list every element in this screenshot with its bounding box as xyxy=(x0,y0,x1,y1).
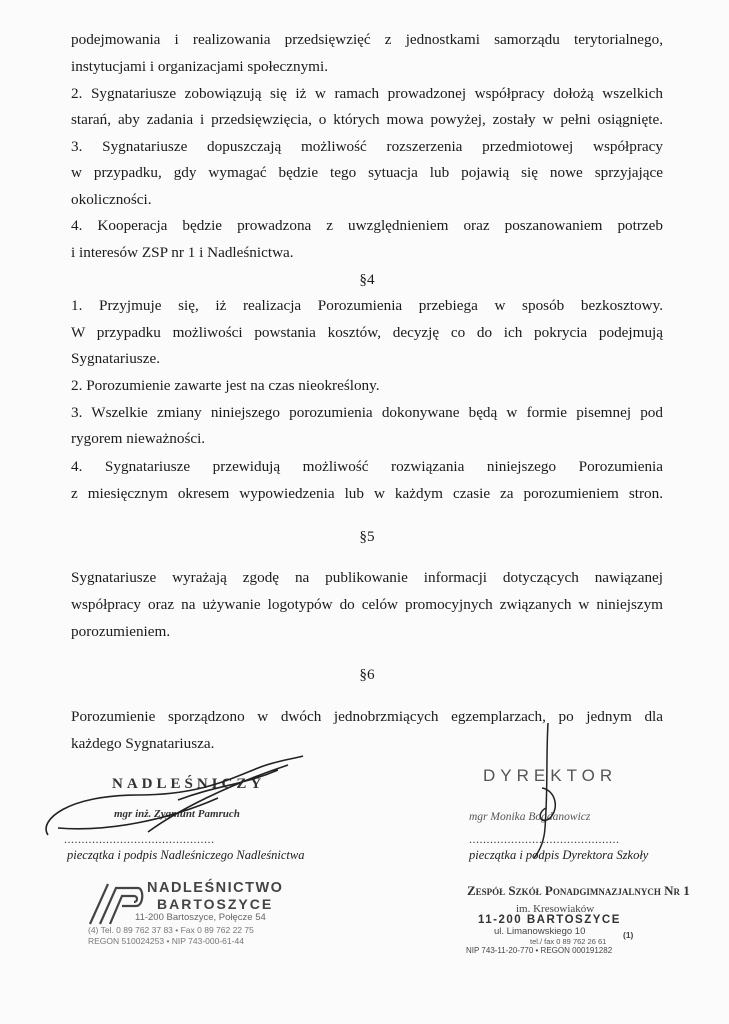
text-line: okoliczności. xyxy=(71,191,152,208)
text-line: każdego Sygnatariusza. xyxy=(71,735,215,752)
text-line: Porozumienie sporządzono w dwóch jednobrzmiących egzemplarzach, po jednym dla xyxy=(71,708,663,725)
stamp-left-address: 11-200 Bartoszyce, Połęcze 54 xyxy=(135,912,266,923)
section-heading-5: §5 xyxy=(359,528,375,545)
signature-line-right: ........................................... xyxy=(469,832,620,846)
text-line: Sygnatariusze. xyxy=(71,350,160,367)
text-line: 2. Sygnatariusze zobowiązują się iż w ramach prowadzonej współpracy dołożą wszelkich xyxy=(71,85,663,102)
text-line: i interesów ZSP nr 1 i Nadleśnictwa. xyxy=(71,244,294,261)
text-line: W przypadku możliwości powstania kosztów, decyzję co do ich pokrycia podejmują xyxy=(71,324,663,341)
text-line: porozumieniem. xyxy=(71,623,171,640)
text-line: 2. Porozumienie zawarte jest na czas nieokreślony. xyxy=(71,377,380,394)
stamp-left-ids: REGON 510024253 • NIP 743-000-61-44 xyxy=(88,936,244,946)
stamp-right-phone: tel./ fax 0 89 762 26 61 xyxy=(530,937,607,946)
text-line: 4. Kooperacja będzie prowadzona z uwzględnieniem oraz poszanowaniem potrzeb xyxy=(71,217,663,234)
stamp-left-place: BARTOSZYCE xyxy=(157,896,274,912)
stamp-right-code: (1) xyxy=(623,930,634,940)
text-line: 4. Sygnatariusze przewidują możliwość rozwiązania niniejszego Porozumienia xyxy=(71,458,663,475)
signature-name-stamp: mgr Monika Bogdanowicz xyxy=(469,811,591,823)
stamp-right-patron: im. Kresowiaków xyxy=(516,903,595,915)
text-line: podejmowania i realizowania przedsięwzięć z jednostkami samorządu terytorialnego, xyxy=(71,31,663,48)
text-line: 3. Sygnatariusze dopuszczają możliwość rozszerzenia przedmiotowej współpracy xyxy=(71,138,663,155)
stamp-right-ids: NIP 743-11-20-770 • REGON 000191282 xyxy=(466,946,613,955)
section-heading-4: §4 xyxy=(359,271,375,288)
stamp-right-street: ul. Limanowskiego 10 xyxy=(494,926,586,937)
section-heading-6: §6 xyxy=(359,666,375,683)
text-line: z miesięcznym okresem wypowiedzenia lub w każdym czasie za porozumieniem stron. xyxy=(71,485,663,502)
stamp-left-phone: (4) Tel. 0 89 762 37 83 • Fax 0 89 762 22 75 xyxy=(88,925,254,935)
text-line: starań, aby zadania i przedsięwzięcia, o których mowa powyżej, zostały w pełni osiągnięte. xyxy=(71,111,663,128)
signature-line-left: ........................................... xyxy=(64,832,215,846)
text-line: w przypadku, gdy wymagać będzie tego sytuacja lub pojawią się nowe sprzyjające xyxy=(71,164,663,181)
stamp-right-city: 11-200 BARTOSZYCE xyxy=(478,914,621,926)
text-line: Sygnatariusze wyrażają zgodę na publikowanie informacji dotyczących nawiązanej xyxy=(71,569,663,586)
signature-caption-right: pieczątka i podpis Dyrektora Szkoły xyxy=(469,848,649,862)
stamp-left-name: NADLEŚNICTWO xyxy=(147,880,284,896)
text-line: 3. Wszelkie zmiany niniejszego porozumienia dokonywane będą w formie pisemnej pod xyxy=(71,404,663,421)
signature-name-stamp: mgr inż. Zygmunt Pamruch xyxy=(114,808,240,820)
text-line: 1. Przyjmuje się, iż realizacja Porozumienia przebiega w sposób bezkosztowy. xyxy=(71,297,663,314)
signature-title-stamp: DYREKTOR xyxy=(483,766,618,785)
text-line: instytucjami i organizacjami społecznymi. xyxy=(71,58,328,75)
signature-title-stamp: NADLEŚNICZY xyxy=(112,776,266,792)
stamp-right-name: Zespół Szkół Ponadgimnazjalnych Nr 1 xyxy=(467,883,690,898)
signature-caption-left: pieczątka i podpis Nadleśniczego Nadleśnictwa xyxy=(67,848,305,862)
text-line: rygorem nieważności. xyxy=(71,430,206,447)
text-line: współpracy oraz na używanie logotypów do celów promocyjnych związanych w niniejszym xyxy=(71,596,663,613)
